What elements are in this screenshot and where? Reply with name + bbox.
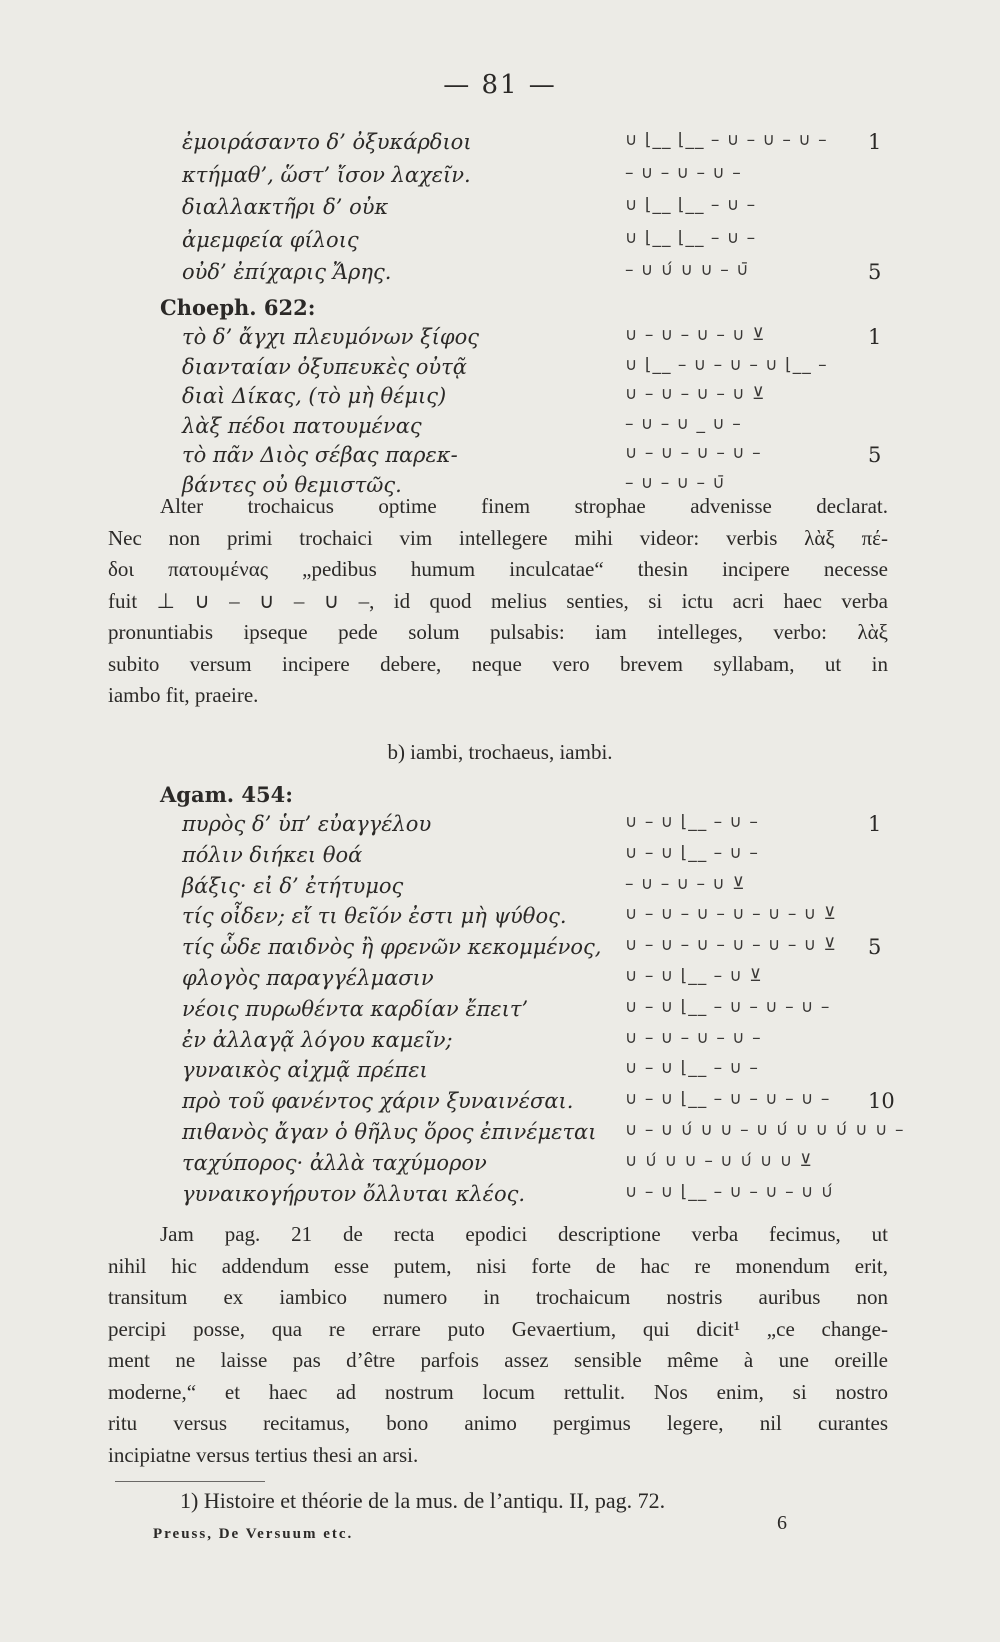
line-number: 5 (868, 935, 882, 960)
greek-text: πιθανὸς ἄγαν ὁ θῆλυς ὅρος ἐπινέμεται (182, 1120, 597, 1144)
commentary-paragraph-1 (108, 491, 888, 712)
text-line: incipiatne versus tertius thesi an arsi. (108, 1442, 419, 1467)
greek-text: ἐν ἀλλαγᾷ λόγου καμεῖν; (182, 1027, 453, 1052)
greek-text: κτήμαθ’, ὥστ’ ἴσον λαχεῖν. (182, 162, 471, 187)
line-number: 10 (868, 1089, 895, 1114)
metrical-scheme: ∪ – ∪ ⌊__ – ∪ ⊻ (625, 966, 763, 986)
metrical-scheme: ∪ – ∪ ⌊__ – ∪ – (625, 812, 759, 832)
verse-line (0, 843, 1000, 876)
metrical-scheme: ∪ – ∪ – ∪ – ∪ ⊻ (625, 325, 766, 345)
greek-text: πρὸ τοῦ φανέντος χάριν ξυναινέσαι. (182, 1089, 574, 1114)
metrical-scheme: – ∪ – ∪ – ∪ – (625, 162, 742, 183)
metrical-scheme: – ∪ ∪́ ∪ ∪ – ∪̄ (625, 260, 750, 280)
greek-text: πυρὸς δ’ ὑπ’ εὐαγγέλου (182, 812, 432, 836)
verse-line (0, 997, 1000, 1030)
metrical-scheme: ∪ – ∪ – ∪ – ∪ ⊻ (625, 384, 766, 404)
verse-line (0, 195, 1000, 228)
greek-text: γυναικογήρυτον ὄλλυται κλέος. (182, 1181, 526, 1206)
section-label-agam: Agam. 454: (160, 782, 294, 807)
text-line: transitum ex iambico numero in trochaicum nostris auribus non (108, 1285, 888, 1309)
text-line: percipi posse, qua re errare puto Gevaertium, qui dicit¹ „ce change- (108, 1316, 888, 1341)
greek-text: οὐδ’ ἐπίχαρις Ἄρης. (182, 260, 392, 284)
subheading: b) iambi, trochaeus, iambi. (387, 740, 613, 764)
greek-text: διανταίαν ὀξυπευκὲς οὐτᾷ (182, 354, 467, 379)
line-number: 5 (868, 260, 882, 284)
verse-line (0, 1151, 1000, 1184)
metrical-scheme: – ∪ – ∪ – ∪̄ (625, 472, 726, 493)
greek-text: βάντες οὐ θεμιστῶς. (182, 472, 402, 497)
verse-line (0, 260, 1000, 293)
greek-text: ταχύπορος· ἀλλὰ ταχύμορον (182, 1150, 487, 1175)
text-line: iambo fit, praeire. (108, 683, 259, 707)
verse-line (0, 1028, 1000, 1061)
greek-text: πόλιν διήκει θοά (182, 842, 363, 867)
verse-line (0, 384, 1000, 417)
page-number: — 81 — (443, 70, 557, 100)
greek-text: λὰξ πέδοι πατουμένας (182, 413, 422, 438)
verse-line (0, 443, 1000, 476)
metrical-scheme: ∪ ⌊__ – ∪ – ∪ – ∪ ⌊__ – (625, 354, 828, 375)
metrical-scheme: ∪ – ∪ ⌊__ – ∪ – (625, 1058, 759, 1079)
metrical-scheme: ∪ – ∪ ⌊__ – ∪ – (625, 842, 759, 863)
commentary-paragraph-2 (108, 1219, 888, 1471)
footnote: 1) Histoire et théorie de la mus. de l’antiqu. II, pag. 72. (180, 1488, 666, 1513)
verse-line (0, 1120, 1000, 1153)
greek-text: διαλλακτῆρι δ’ οὐκ (182, 195, 389, 219)
verse-line (0, 904, 1000, 937)
verse-line (0, 355, 1000, 388)
verse-line (0, 325, 1000, 358)
verse-line (0, 935, 1000, 968)
signature-mark: 6 (777, 1512, 787, 1534)
text-line: Jam pag. 21 de recta epodici descriptione verba fecimus, ut (160, 1222, 888, 1246)
metrical-scheme: ∪ ⌊__ ⌊__ – ∪ – (625, 227, 757, 248)
greek-text: τίς ὧδε παιδνὸς ἢ φρενῶν κεκομμένος, (182, 935, 602, 960)
text-line: nihil hic addendum esse putem, nisi forte de hac re monendum erit, (108, 1253, 888, 1278)
metrical-scheme: ∪ – ∪ ⌊__ – ∪ – ∪ – ∪ ∪́ (625, 1181, 835, 1202)
text-line: Alter trochaicus optime finem strophae advenisse declarat. (160, 494, 888, 518)
text-line: subito versum incipere debere, neque vero brevem syllabam, ut in (108, 651, 888, 676)
greek-text: τὸ πᾶν Διὸς σέβας παρεκ- (182, 443, 458, 467)
imprint-line: Preuss, De Versuum etc. (153, 1526, 354, 1542)
metrical-scheme: ∪ – ∪ – ∪ – ∪ – ∪ – ∪ ⊻ (625, 904, 838, 925)
metrical-scheme: ∪ – ∪ – ∪ – ∪ – ∪ – ∪ ⊻ (625, 935, 838, 956)
verse-line (0, 228, 1000, 261)
metrical-scheme: ∪ ⌊__ ⌊__ – ∪ – (625, 195, 757, 215)
metrical-scheme: ∪ – ∪ – ∪ – ∪ – (625, 1027, 762, 1048)
line-number: 1 (868, 325, 882, 349)
greek-text: ἐμοιράσαντο δ’ ὀξυκάρδιοι (182, 130, 472, 154)
metrical-scheme: ∪ – ∪ ∪́ ∪ ∪ – ∪ ∪́ ∪ ∪ ∪́ ∪ ∪ – (625, 1120, 905, 1140)
greek-text: βάξις· εἰ δ’ ἐτήτυμος (182, 873, 404, 898)
metrical-scheme: ∪ – ∪ ⌊__ – ∪ – ∪ – ∪ – (625, 996, 831, 1017)
line-number: 1 (868, 812, 882, 836)
verse-line (0, 812, 1000, 845)
line-number: 5 (868, 443, 882, 467)
text-line: Nec non primi trochaici vim intellegere mihi videor: verbis λὰξ πέ- (108, 525, 888, 550)
greek-text: ἀμεμφεία φίλοις (182, 227, 359, 252)
greek-text: διαὶ Δίκας, (τὸ μὴ θέμις) (182, 384, 447, 408)
verse-line (0, 966, 1000, 999)
verse-line (0, 1089, 1000, 1122)
greek-text: φλογὸς παραγγέλμασιν (182, 966, 434, 990)
line-number: 1 (868, 130, 882, 154)
section-label-choeph: Choeph. 622: (160, 295, 316, 320)
metrical-scheme: ∪ – ∪ – ∪ – ∪ – (625, 443, 762, 463)
text-line: moderne,“ et haec ad nostrum locum rettulit. Nos enim, si nostro (108, 1379, 888, 1404)
verse-line (0, 414, 1000, 447)
metrical-scheme: ∪ ∪́ ∪ ∪ – ∪ ∪́ ∪ ∪ ⊻ (625, 1150, 814, 1171)
footnote-rule (115, 1481, 265, 1482)
text-line: fuit ⊥ ∪ – ∪ – ∪ –, id quod melius senties, si ictu acri haec verba (108, 588, 888, 613)
text-line: δοι πατουμένας „pedibus humum inculcatae“ thesin incipere necesse (108, 557, 888, 581)
text-line: ment ne laisse pas d’être parfois assez sensible même à une oreille (108, 1348, 888, 1372)
greek-text: νέοις πυρωθέντα καρδίαν ἔπειτ’ (182, 996, 529, 1021)
metrical-scheme: ∪ ⌊__ ⌊__ – ∪ – ∪ – ∪ – (625, 130, 828, 150)
text-line: pronuntiabis ipseque pede solum pulsabis: iam intelleges, verbo: λὰξ (108, 620, 888, 644)
metrical-scheme: – ∪ – ∪ _ ∪ – (625, 413, 742, 434)
metrical-scheme: – ∪ – ∪ – ∪ ⊻ (625, 873, 746, 894)
text-line: ritu versus recitamus, bono animo pergimus legere, nil curantes (108, 1411, 888, 1435)
greek-text: τίς οἶδεν; εἴ τι θεῖόν ἐστι μὴ ψύθος. (182, 904, 567, 929)
verse-line (0, 874, 1000, 907)
greek-text: γυναικὸς αἰχμᾷ πρέπει (182, 1058, 428, 1083)
verse-line (0, 130, 1000, 163)
metrical-scheme: ∪ – ∪ ⌊__ – ∪ – ∪ – ∪ – (625, 1089, 831, 1110)
verse-line (0, 1058, 1000, 1091)
greek-text: τὸ δ’ ἄγχι πλευμόνων ξίφος (182, 325, 479, 349)
verse-line (0, 163, 1000, 196)
verse-line (0, 1182, 1000, 1215)
